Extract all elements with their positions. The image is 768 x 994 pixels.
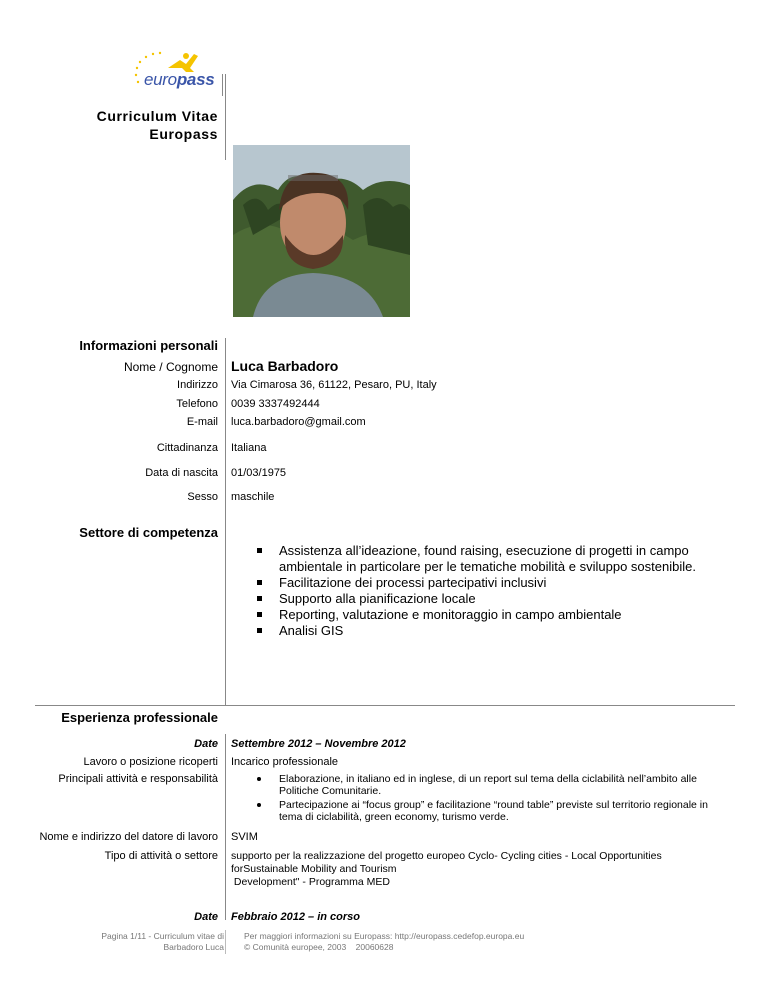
position-value: Incarico professionale: [231, 756, 339, 768]
email-label: E-mail: [186, 416, 218, 428]
column-divider: [225, 734, 226, 920]
date-label: Date: [194, 738, 218, 750]
footer-link-line[interactable]: Per maggiori informazioni su Europass: http://europass.cedefop.europa.eu: [244, 931, 525, 941]
list-item: Supporto alla pianificazione locale: [231, 591, 701, 607]
date-value: Febbraio 2012 – in corso: [231, 911, 360, 923]
employer-value: SVIM: [231, 831, 258, 843]
logo-pass-text: pass: [176, 70, 215, 89]
footer-name-line: Barbadoro Luca: [163, 942, 224, 952]
phone-value: 0039 3337492444: [231, 398, 320, 410]
type-value: [231, 850, 731, 889]
activities-label: Principali attività e responsabilità: [58, 773, 218, 785]
cv-title: [97, 107, 218, 143]
portrait-image: [233, 145, 410, 317]
birth-date-value: 01/03/1975: [231, 467, 287, 479]
cv-title-line1: Curriculum Vitae: [96, 108, 218, 124]
birth-date-label: Data di nascita: [145, 467, 218, 479]
list-item: Reporting, valutazione e monitoraggio in campo ambientale: [231, 607, 701, 623]
footer-europass-info: [244, 931, 524, 953]
column-divider: [225, 74, 226, 160]
email-value[interactable]: luca.barbadoro@gmail.com: [231, 416, 366, 428]
list-item: Facilitazione dei processi partecipativi inclusivi: [231, 575, 701, 591]
address-value: Via Cimarosa 36, 61122, Pesaro, PU, Italy: [231, 379, 437, 391]
employer-label: Nome e indirizzo del datore di lavoro: [39, 831, 218, 843]
citizenship-label: Cittadinanza: [156, 442, 218, 454]
section-divider: [35, 705, 735, 706]
column-divider: [225, 338, 226, 706]
phone-label: Telefono: [176, 398, 218, 410]
competence-heading: Settore di competenza: [79, 525, 218, 540]
experience-heading: Esperienza professionale: [61, 710, 218, 725]
citizenship-value: Italiana: [231, 442, 267, 454]
type-line: supporto per la realizzazione del progetto europeo Cyclo- Cycling cities - Local Opportunities: [231, 850, 662, 862]
europass-logo: [128, 46, 224, 96]
activities-list: [231, 773, 721, 825]
personal-info-heading: Informazioni personali: [79, 338, 218, 353]
column-divider: [225, 930, 226, 954]
sex-value: maschile: [231, 491, 275, 503]
address-label: Indirizzo: [177, 379, 218, 391]
type-line: Development" - Programma MED: [231, 876, 390, 888]
type-label: Tipo di attività o settore: [104, 850, 218, 862]
footer-page-line: Pagina 1/11 - Curriculum vitae di: [101, 931, 224, 941]
list-item: Partecipazione ai “focus group” e facilitazione “round table” previste sul territorio regionale in tema di ciclabilità, green economy, turismo verde.: [231, 799, 721, 823]
date-value: Settembre 2012 – Novembre 2012: [231, 738, 406, 750]
date-label: Date: [194, 911, 218, 923]
competence-list: [231, 543, 701, 639]
list-item: Analisi GIS: [231, 623, 701, 639]
list-item: Elaborazione, in italiano ed in inglese, di un report sul tema della ciclabilità nell’ambito alle Politiche Comunitarie.: [231, 773, 721, 797]
position-label: Lavoro o posizione ricoperti: [83, 756, 218, 768]
footer-copyright-line: © Comunità europee, 2003 20060628: [244, 942, 394, 952]
name-label: Nome / Cognome: [123, 360, 218, 374]
footer-page-info: [101, 931, 224, 953]
name-value: Luca Barbadoro: [231, 358, 339, 374]
type-line: forSustainable Mobility and Tourism: [231, 863, 397, 875]
sex-label: Sesso: [187, 491, 218, 503]
cv-title-line2: Europass: [149, 126, 218, 142]
profile-photo: [233, 145, 410, 317]
logo-euro-text: euro: [144, 70, 177, 89]
list-item: Assistenza all’ideazione, found raising, esecuzione di progetti in campo ambientale in particolare per le tematiche mobilità e sviluppo sostenibile.: [231, 543, 701, 575]
